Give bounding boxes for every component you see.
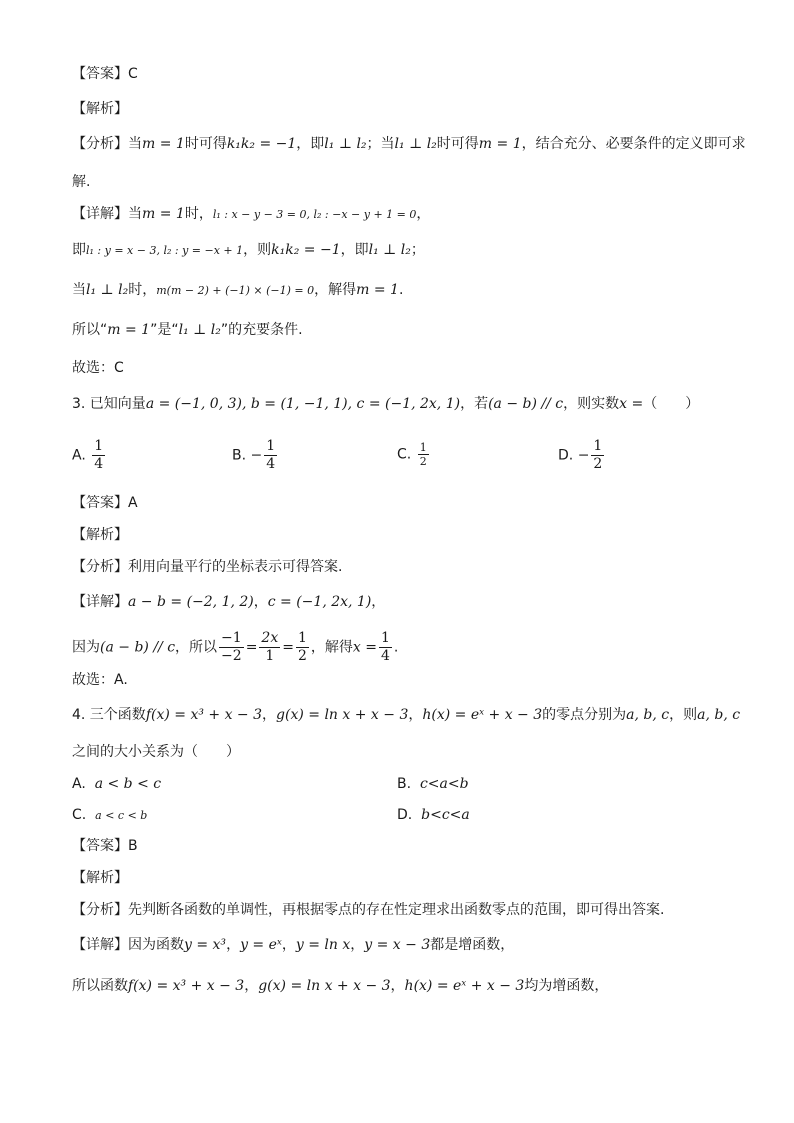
text-segment: 【解析】 [72,870,128,886]
math-segment: l₁ : y = x − 3, l₂ : y = −x + 1 [86,244,244,257]
analysis-heading-text: 【解析】 [72,101,128,117]
denominator: 1 [265,648,275,664]
math-segment: y = ln x [295,937,351,953]
math-segment: l₁ : x − y − 3 = 0, l₂ : −x − y + 1 = 0 [212,208,417,221]
text-segment: （ ） [643,396,700,412]
option-label: C. [397,446,412,463]
text-segment: . [398,282,404,298]
math-segment: m = 1 [142,206,185,222]
q4-answer [72,836,138,856]
detail-line-3 [72,280,403,301]
text-segment: ，解得 [310,639,353,656]
text-segment: 【分析】利用向量平行的坐标表示可得答案. [72,559,343,575]
option-label: D. [558,447,574,464]
math-segment: (a − b) // c [488,396,564,412]
text-segment: ，解得 [314,282,357,298]
math-segment: l₁ ⊥ l₂ [86,282,129,298]
q4-detail-2 [72,976,608,996]
fraction [418,441,429,468]
text-segment: 【详解】 [72,594,128,610]
text-segment: 所以“ [72,322,108,338]
text-segment: 所以函数 [72,978,128,994]
text-segment: 时可得 [184,136,227,152]
fraction [259,630,280,665]
text-segment: ， [371,594,386,610]
math-segment: f(x) = x³ + x − 3 [128,978,245,994]
text-segment: 均为增函数， [524,978,609,994]
text-segment: ”的充要条件. [220,322,303,338]
math-segment: a = (−1, 0, 3), b = (1, −1, 1), c = (−1, 2x, 1) [145,396,461,412]
text-segment: 之间的大小关系为（ ） [72,744,240,760]
numerator: 1 [94,438,104,454]
q4-option-a [72,774,161,794]
minus-sign: − [577,447,590,464]
q4-option-c [72,805,147,826]
fraction [264,438,277,473]
minus-sign: − [250,447,263,464]
text-segment: ，若 [460,396,489,412]
option-label: A. [72,447,86,464]
answer-text: 【答案】C [72,66,138,82]
denominator: 4 [380,648,390,664]
math-segment: m = 1 [142,136,185,152]
text-segment: 时可得 [436,136,479,152]
math-segment: l₁ ⊥ l₂ [368,242,411,258]
text-segment: ，结合充分、必要条件的定义即可求 [521,136,746,152]
q4-analysis-heading [72,868,128,888]
text-segment: 【详解】当 [72,206,142,222]
q4-option-d [397,805,470,825]
math-segment: l₁ ⊥ l₂ [394,136,437,152]
option-value: a < c < b [95,809,148,822]
answer-line [72,64,138,84]
math-segment: x = [619,396,644,412]
text-segment: 【分析】当 [72,136,142,152]
q3-analysis [72,557,342,577]
analysis-line-cont [72,172,90,192]
text-segment: 时， [184,206,213,222]
option-label: B. [232,447,247,464]
denominator: 2 [297,648,307,664]
option-value: b<c<a [421,807,470,823]
text-segment: 解. [72,174,91,190]
text-segment: 时， [128,282,157,298]
numerator: 1 [380,630,390,646]
numerator: 1 [593,438,603,454]
numerator: 1 [419,441,427,454]
q3-selection [72,670,128,690]
fraction [591,438,604,473]
q4-analysis [72,900,664,920]
analysis-line [72,134,746,154]
text-segment: ， [350,937,365,953]
q3-option-d [558,438,606,473]
text-segment: 【分析】先判断各函数的单调性，再根据零点的存在性定理求出函数零点的范围，即可得出答案. [72,902,665,918]
detail-line-4 [72,320,303,340]
denominator: 2 [593,456,603,472]
math-segment: h(x) = eˣ + x − 3 [404,978,525,994]
question-4 [72,705,740,725]
text-segment: ， [281,937,296,953]
selection-line [72,358,124,378]
q3-detail-2 [72,630,398,665]
text-segment: ， [253,594,268,610]
math-segment: a, b, c [626,707,670,723]
analysis-heading [72,99,128,119]
text-segment: ， [416,206,431,222]
math-segment: m = 1 [356,282,399,298]
math-segment: g(x) = ln x + x − 3 [258,978,391,994]
fraction [92,438,105,473]
math-segment: m = 1 [478,136,522,152]
text-segment: 【答案】B [72,838,138,854]
text-segment: 即 [72,242,86,258]
numerator: 2x [261,630,279,646]
math-segment: m = 1 [107,322,151,338]
text-segment: 【详解】因为函数 [72,937,184,953]
numerator: 1 [266,438,276,454]
text-segment: 故选：C [72,360,124,376]
q3-option-a [72,438,107,473]
text-segment: . [393,639,399,656]
question-4-cont [72,742,240,762]
detail-line-1 [72,204,430,225]
math-segment: m(m − 2) + (−1) × (−1) = 0 [156,284,315,297]
option-label: A. [72,776,86,792]
text-segment: 4. 三个函数 [72,707,146,723]
numerator: −1 [221,630,242,646]
numerator: 1 [297,630,307,646]
q3-option-b [232,438,279,473]
text-segment: 都是增函数， [430,937,515,953]
text-segment: ， [226,937,241,953]
math-segment: c = (−1, 2x, 1) [267,594,372,610]
math-segment: a − b = (−2, 1, 2) [128,594,254,610]
math-segment: y = eˣ [240,937,282,953]
math-segment: l₁ ⊥ l₂ [178,322,221,338]
text-segment: ，所以 [175,639,218,656]
text-segment: 【答案】A [72,495,138,511]
text-segment: 因为 [72,639,100,656]
text-segment: ，则实数 [563,396,620,412]
math-segment: x = [352,639,377,656]
option-value: c<a<b [419,776,469,792]
question-3 [72,394,699,414]
math-segment: k₁k₂ = −1 [226,136,297,152]
q3-detail-1 [72,592,385,612]
fraction [219,630,244,665]
text-segment: ，则 [243,242,272,258]
text-segment: 当 [72,282,86,298]
equals-sign: = [245,639,258,656]
q3-option-c [397,441,431,468]
text-segment: ，即 [340,242,369,258]
text-segment: ； [410,242,425,258]
fraction [296,630,309,665]
text-segment: ，即 [296,136,325,152]
q3-analysis-heading [72,525,128,545]
math-segment: y = x − 3 [364,937,431,953]
text-segment: ， [262,707,277,723]
text-segment: ；当 [366,136,395,152]
math-segment: a, b, c [697,707,741,723]
text-segment: 的零点分别为 [542,707,627,723]
text-segment: 【解析】 [72,527,128,543]
text-segment: ”是“ [150,322,179,338]
text-segment: ， [390,978,405,994]
fraction [379,630,392,665]
math-segment: g(x) = ln x + x − 3 [276,707,409,723]
denominator: 4 [266,456,276,472]
math-segment: h(x) = eˣ + x − 3 [422,707,543,723]
denominator: −2 [221,648,242,664]
text-segment: ，则 [669,707,698,723]
denominator: 4 [94,456,104,472]
option-label: C. [72,807,87,823]
q4-option-b [397,774,469,794]
math-segment: y = x³ [184,937,227,953]
text-segment: ， [244,978,259,994]
option-label: B. [397,776,412,792]
math-segment: l₁ ⊥ l₂ [324,136,367,152]
text-segment: 3. 已知向量 [72,396,146,412]
detail-line-2 [72,240,425,261]
math-segment: f(x) = x³ + x − 3 [145,707,263,723]
denominator: 2 [419,455,427,468]
option-value: a < b < c [94,776,162,792]
q4-detail-1 [72,935,514,955]
text-segment: 故选：A. [72,672,128,688]
text-segment: ， [408,707,423,723]
option-label: D. [397,807,413,823]
math-segment: k₁k₂ = −1 [271,242,341,258]
q3-answer [72,493,138,513]
equals-sign: = [282,639,294,656]
math-segment: (a − b) // c [100,639,176,656]
